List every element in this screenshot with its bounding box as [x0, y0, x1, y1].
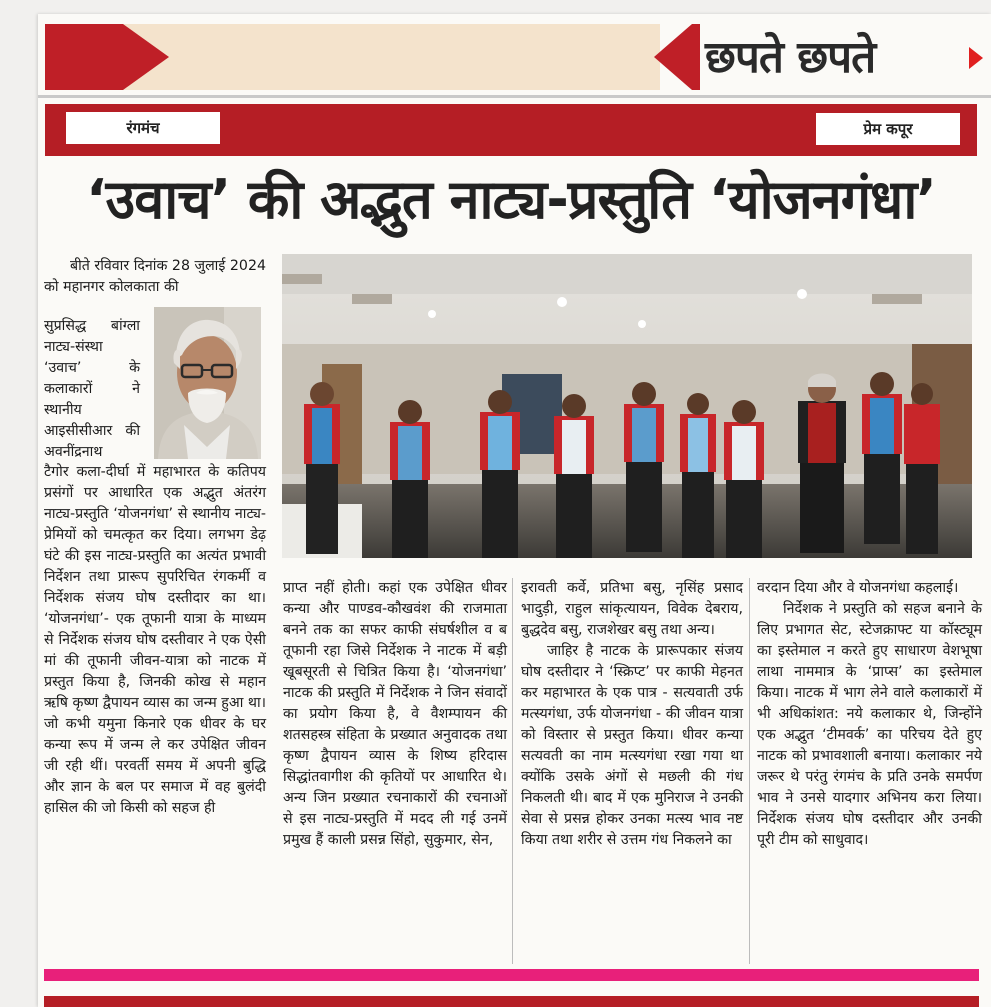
category-label: रंगमंच: [66, 112, 220, 144]
column-divider: [749, 578, 750, 964]
performance-photo-illustration: [282, 254, 972, 558]
article-column-1-wrap: [44, 316, 140, 463]
header-rule: [38, 95, 991, 98]
paragraph: टैगोर कला-दीर्घा में महाभारत के कतिपय प्रसंगों पर आधारित एक अद्भुत अंतरंग नाट्य-प्रस्तुति ‘योजनगंधा’ से स्थानीय नाट्य-प्रेमियों को चमत्कृत कर दिया। लगभग डेढ़ घंटे की इस नाट्य-प्रस्तुति का अत्यंत प्रभावी निर्देशन तथा प्रारूप सुपरिचित रंगकर्मी व निर्देशक संजय घोष दस्तीदार का था। ‘योजनगंधा’- एक तूफानी यात्रा के माध्यम से निर्देशक संजय घोष दस्तीवार ने एक ऐसी मां की तूफानी जीवन-यात्रा को नाटक में प्रस्तुत किया है, जिनकी कोख से महान ऋषि कृष्ण द्वैपायन व्यास का जन्म हुआ था। जो कभी यमुना किनारे एक धीवर के घर कन्या रूप में जन्म ले कर उपेक्षित जीवन जी रही थीं। परवर्ती समय में अपनी बुद्धि और ज्ञान के बल पर समाज में वह बुलंदी हासिल की जो किसी को सहज ही: [44, 464, 266, 816]
article-column-2: [283, 578, 507, 851]
article-column-1-intro: [44, 256, 266, 298]
header-left-arrow: [45, 24, 123, 90]
paragraph: प्राप्त नहीं होती। कहां एक उपेक्षित धीवर कन्या और पाण्डव-कौखवंश की राजमाता बनने तक का सफर काफी संघर्षशील व ब तूफानी रहा जिसे निर्देशक ने नाटक में बड़ी खूबसूरती से चित्रित किया है। ‘योजनगंधा’ नाटक की प्रस्तुति में निर्देशक ने जिन संवादों का प्रयोग किया है, वे वैशम्पायन की शतसहस्त्र संहिता के प्रख्यात अनुवादक तथा कृष्ण द्वैपायन व्यास के शिष्य हरिदास सिद्धांतवागीश की कृतियों पर आधारित थे। अन्य जिन प्रख्यात रचनाकारों की रचनाओं से इस नाट्य-प्रस्तुति में मदद ली गई उनमें प्रमुख हैं काली प्रसन्न सिंहो, सुकुमार, सेन,: [283, 580, 507, 848]
paragraph: निर्देशक ने प्रस्तुति को सहज बनाने के लिए प्रभागत सेट, स्टेजक्राफ्ट या कॉस्ट्यूम का इस्तेमाल न करते हुए साधारण वेशभूषा लाथा नाममात्र के ‘प्राप्स’ का इस्तेमाल किया। नाटक में भाग लेने वाले कलाकारों में भी अधिकांशत: नये कलाकार थे, जिन्होंने एक अद्भुत ‘टीमवर्क’ का परिचय देते हुए नाटक को प्रभावशाली बनाया। कलाकार नये जरूर थे परंतु रंगमंच के प्रति उनके समर्पण भाव ने उनसे यादगार अभिनय करा लिया। निर्देशक संजय घोष दस्तीदार और उनकी पूरी टीम को साधुवाद।: [757, 601, 982, 848]
footer-pink-bar: [44, 969, 979, 981]
author-byline: प्रेम कपूर: [816, 113, 960, 145]
column-divider: [512, 578, 513, 964]
paragraph: सुप्रसिद्ध बांग्ला नाट्य-संस्था ‘उवाच’ के कलाकारों ने स्थानीय आइसीसीआर की अवनींद्रनाथ: [44, 318, 140, 460]
article-column-3: [521, 578, 743, 851]
footer-red-bar: [44, 996, 979, 1007]
paragraph: बीते रविवार दिनांक 28 जुलाई 2024 को महानगर कोलकाता की: [44, 258, 266, 295]
header-right-arrow-tip: [654, 24, 692, 90]
section-title-arrow-icon: [969, 47, 983, 69]
section-title: छपते छपते: [705, 32, 876, 83]
paragraph: इरावती कर्वे, प्रतिभा बसु, नृसिंह प्रसाद भादुड़ी, राहुल सांकृत्यायन, विवेक देबराय, बुद्धदेव बसु, राजशेखर बसु तथा अन्य।: [521, 580, 743, 638]
paragraph: वरदान दिया और वे योजनगंधा कहलाई।: [757, 580, 959, 596]
paragraph: जाहिर है नाटक के प्रारूपकार संजय घोष दस्तीदार ने ‘स्क्रिप्ट’ पर काफी मेहनत कर महाभारत के एक पात्र - सत्यवाती उर्फ मत्स्यगंधा, उर्फ योजनगंधा - की जीवन यात्रा को विस्तार से प्रस्तुत किया। धीवर कन्या सत्यवती का नाम मत्स्यगंधा रखा गया था क्योंकि उसके अंगों से मछली की गंध निकलती थी। बाद में एक मुनिराज ने उनकी सेवा से प्रसन्न होकर उनका मत्स्य भाव नष्ट किया तथा शरीर से उत्तम गंध निकलने का: [521, 643, 743, 848]
performance-photo: [282, 254, 972, 558]
header-left-arrow-tip: [123, 24, 169, 90]
portrait-illustration: [154, 307, 261, 459]
article-column-1: [44, 462, 266, 819]
header-right-arrow: [692, 24, 700, 90]
author-portrait-image: [154, 307, 261, 459]
article-column-4: [757, 578, 982, 851]
headline: ‘उवाच’ की अद्भुत नाट्य-प्रस्तुति ‘योजनगंधा’: [86, 168, 936, 231]
